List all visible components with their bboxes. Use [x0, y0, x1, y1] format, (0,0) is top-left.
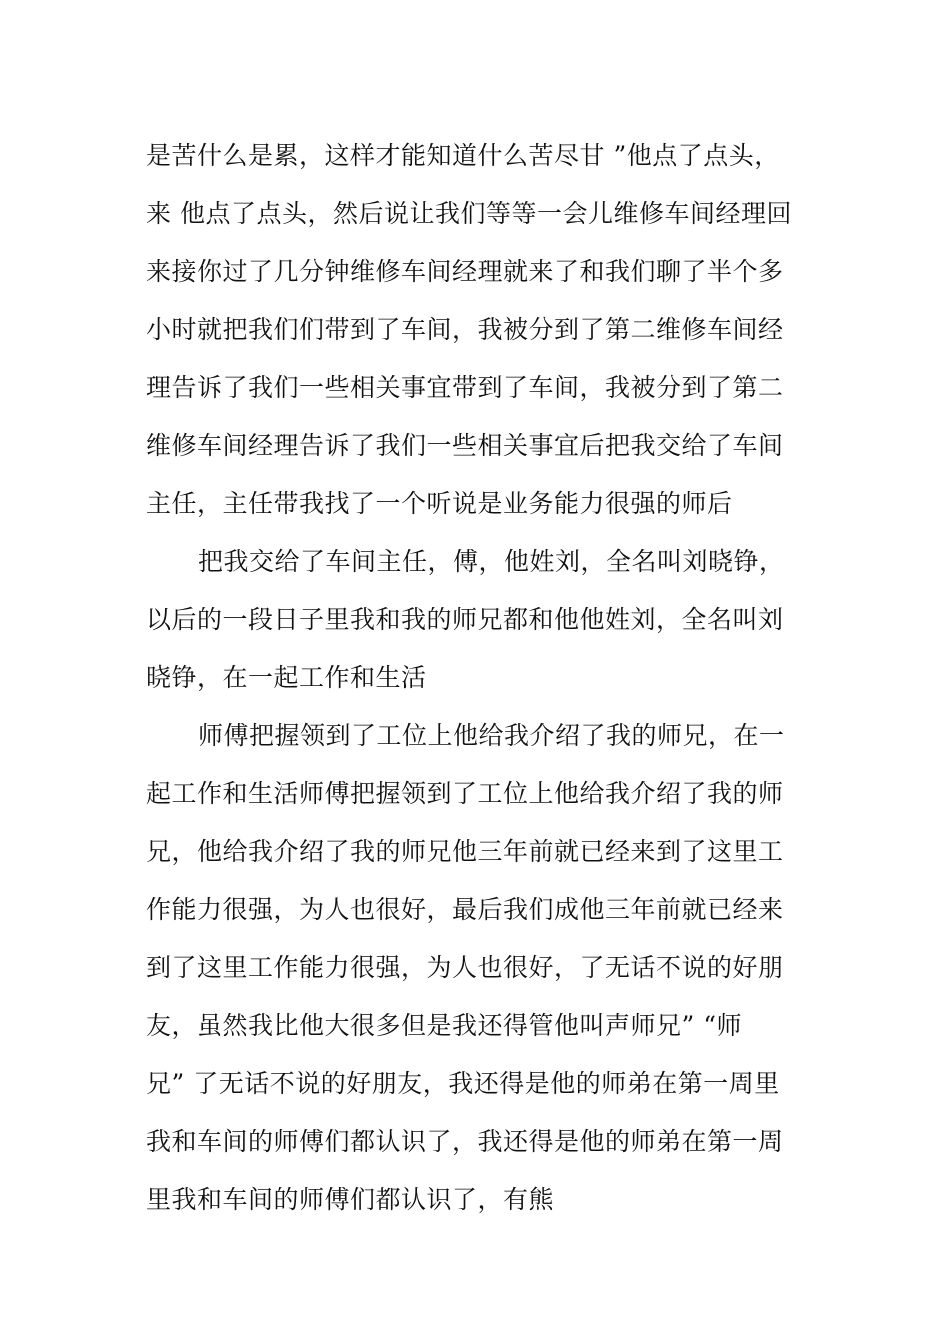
text-line-17: 兄” 了无话不说的好朋友，我还得是他的师弟在第一周里 — [146, 1069, 780, 1098]
text-line-11: 师傅把握领到了工位上他给我介绍了我的师兄，在一 — [198, 721, 785, 750]
text-line-2: 来 他点了点头，然后说让我们等等一会儿维修车间经理回 — [146, 199, 792, 228]
text-line-13: 兄，他给我介绍了我的师兄他三年前就已经来到了这里工 — [146, 837, 784, 866]
text-line-10: 晓铮，在一起工作和生活 — [146, 663, 427, 692]
text-line-6: 维修车间经理告诉了我们一些相关事宜后把我交给了车间 — [146, 431, 784, 460]
text-line-8: 把我交给了车间主任，傅，他姓刘，全名叫刘晓铮， — [198, 547, 785, 576]
text-line-19: 里我和车间的师傅们都认识了，有熊 — [146, 1185, 555, 1214]
text-line-15: 到了这里工作能力很强，为人也很好，了无话不说的好朋 — [146, 953, 784, 982]
text-line-3: 来接你过了几分钟维修车间经理就来了和我们聊了半个多 — [146, 257, 784, 286]
text-line-18: 我和车间的师傅们都认识了，我还得是他的师弟在第一周 — [146, 1127, 784, 1156]
text-line-5: 理告诉了我们一些相关事宜带到了车间，我被分到了第二 — [146, 373, 784, 402]
text-line-1: 是苦什么是累，这样才能知道什么苦尽甘 ”他点了点头， — [146, 141, 780, 170]
text-line-7: 主任，主任带我找了一个听说是业务能力很强的师后 — [146, 489, 733, 518]
text-line-4: 小时就把我们们带到了车间，我被分到了第二维修车间经 — [146, 315, 784, 344]
text-line-16: 友，虽然我比他大很多但是我还得管他叫声师兄” “师 — [146, 1011, 743, 1040]
body-text — [146, 127, 811, 1229]
text-line-14: 作能力很强，为人也很好，最后我们成他三年前就已经来 — [146, 895, 784, 924]
text-line-9: 以后的一段日子里我和我的师兄都和他他姓刘，全名叫刘 — [146, 605, 784, 634]
text-line-12: 起工作和生活师傅把握领到了工位上他给我介绍了我的师 — [146, 779, 784, 808]
